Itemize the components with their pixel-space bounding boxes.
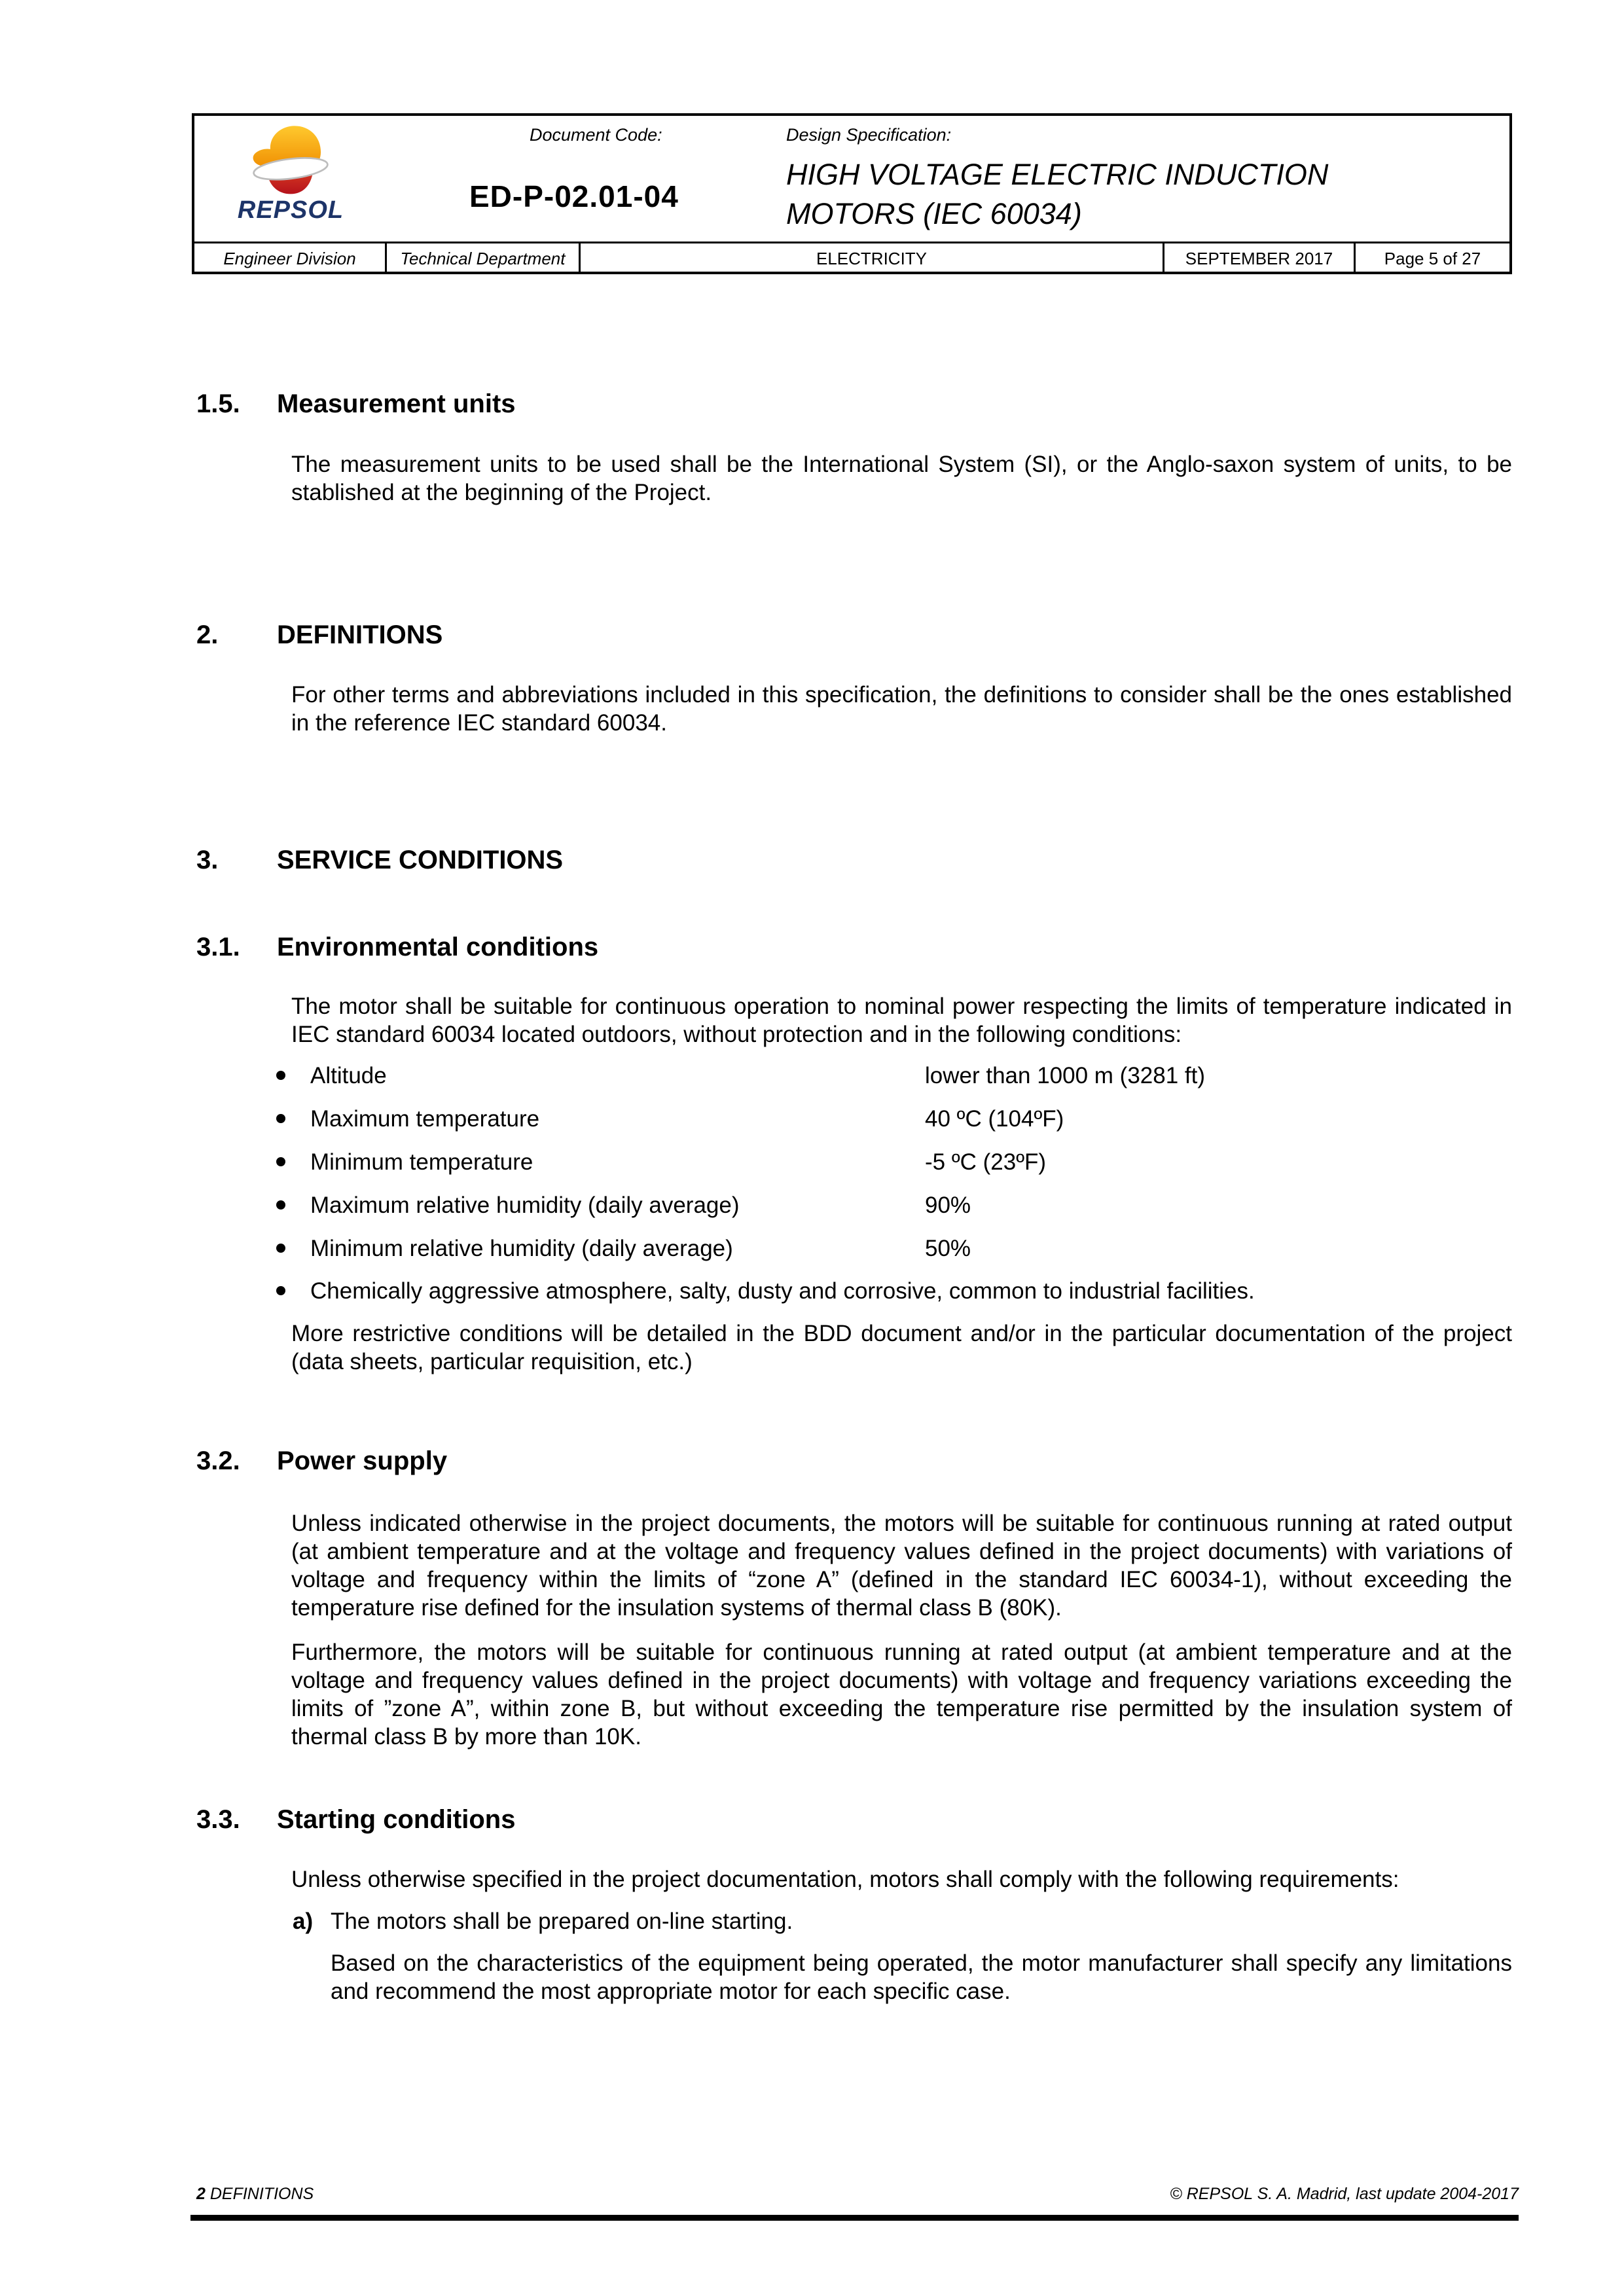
- bullet-value: 90%: [925, 1193, 971, 1218]
- document-code: ED-P-02.01-04: [469, 179, 679, 213]
- footer-section-number: 2: [196, 2185, 206, 2203]
- paragraph-power-supply-2: Furthermore, the motors will be suitable for continuous running at rated output (at ambient temperature and at the voltage and frequency values defined in the project documents) with voltage and frequency variations exceeding the limits of ”zone A”, within zone B, but without exceeding the temperature rise permitted by the insulation system of thermal class B by more than 10K.: [291, 1640, 1512, 1749]
- list-marker: a): [293, 1909, 314, 1934]
- bullet-dot-icon: [276, 1071, 285, 1080]
- bullet-dot-icon: [276, 1200, 285, 1210]
- section-title: Measurement units: [277, 389, 516, 418]
- bullet-dot-icon: [276, 1157, 285, 1166]
- bullet-dot-icon: [276, 1114, 285, 1123]
- paragraph-starting-intro: Unless otherwise specified in the project documentation, motors shall comply with the following requirements:: [291, 1867, 1399, 1892]
- section-title: DEFINITIONS: [277, 620, 443, 649]
- list-item-text: The motors shall be prepared on-line starting.: [331, 1909, 793, 1934]
- document-title-line1: HIGH VOLTAGE ELECTRIC INDUCTION: [786, 158, 1329, 191]
- bullet-dot-icon: [276, 1244, 285, 1253]
- section-title: Starting conditions: [277, 1805, 516, 1834]
- section-heading-2: [196, 620, 442, 650]
- bullet-item: [275, 1234, 1512, 1263]
- section-heading-3: [196, 846, 563, 875]
- bullet-label: Maximum relative humidity (daily average): [310, 1193, 740, 1218]
- header: [192, 113, 1512, 274]
- paragraph-more-restrictive: More restrictive conditions will be detailed in the BDD document and/or in the particular documentation of the project (data sheets, particular requisition, etc.): [291, 1321, 1512, 1374]
- section-number: 3.: [196, 846, 219, 874]
- section-title: Environmental conditions: [277, 933, 599, 961]
- bullet-item: [275, 1277, 1512, 1305]
- paragraph-definitions: For other terms and abbreviations included in this specification, the definitions to consider shall be the ones established in the reference IEC standard 60034.: [291, 682, 1512, 736]
- bullet-label: Minimum temperature: [310, 1149, 533, 1175]
- section-number: 3.2.: [196, 1446, 240, 1475]
- paragraph-measurement-units: The measurement units to be used shall be the International System (SI), or the Anglo-saxon system of units, to be stablished at the beginning of the Project.: [291, 452, 1512, 505]
- section-heading-3-2: [196, 1446, 447, 1476]
- header-meta-row: [194, 243, 1509, 274]
- bullet-item: [275, 1148, 1512, 1176]
- bullet-label: Minimum relative humidity (daily average): [310, 1236, 733, 1261]
- section-title: SERVICE CONDITIONS: [277, 846, 564, 874]
- footer-section-label: DEFINITIONS: [209, 2185, 314, 2203]
- bullet-value: -5 ºC (23ºF): [925, 1149, 1047, 1175]
- meta-cell-page: Page 5 of 27: [1384, 249, 1481, 268]
- meta-cell-date: SEPTEMBER 2017: [1164, 243, 1356, 274]
- bullet-value: 40 ºC (104ºF): [925, 1106, 1064, 1132]
- section-heading-1-5: [196, 389, 516, 419]
- paragraph-based-on: Based on the characteristics of the equipment being operated, the motor manufacturer shall specify any limitations and recommend the most appropriate motor for each specific case.: [331, 1950, 1512, 2004]
- meta-cell-department: Technical Department: [387, 243, 581, 274]
- repsol-wordmark: REPSOL: [237, 196, 344, 224]
- bullet-value: lower than 1000 m (3281 ft): [925, 1063, 1206, 1088]
- bullet-dot-icon: [276, 1286, 285, 1295]
- footer-page-ref: [196, 2185, 314, 2204]
- bullet-label: Altitude: [310, 1063, 387, 1088]
- bullet-value: 50%: [925, 1236, 971, 1261]
- document-title-line2: MOTORS (IEC 60034): [786, 197, 1082, 230]
- repsol-logo: [225, 121, 356, 239]
- footer-copyright: © REPSOL S. A. Madrid, last update 2004-2017: [1170, 2185, 1519, 2203]
- section-number: 1.5.: [196, 389, 240, 418]
- meta-cell-discipline: ELECTRICITY: [581, 243, 1164, 274]
- bullet-label: Maximum temperature: [310, 1106, 540, 1132]
- footer-rule: [190, 2215, 1519, 2221]
- bullet-item: [275, 1105, 1512, 1133]
- section-number: 3.1.: [196, 933, 240, 961]
- meta-cell-division: Engineer Division: [194, 243, 387, 274]
- section-heading-3-3: [196, 1805, 515, 1835]
- section-heading-3-1: [196, 933, 598, 962]
- document-title: [786, 155, 1493, 234]
- paragraph-power-supply-1: Unless indicated otherwise in the project documents, the motors will be suitable for continuous running at rated output (at ambient temperature and at the voltage and frequency values defined in the project documents) with variations of voltage and frequency within the limits of “zone A” (defined in the standard IEC 60034-1), without exceeding the temperature rise defined for the insulation systems of thermal class B (80K).: [291, 1511, 1512, 1621]
- bullet-label: Chemically aggressive atmosphere, salty, dusty and corrosive, common to industrial facilities.: [310, 1278, 1255, 1304]
- section-number: 2.: [196, 620, 219, 649]
- section-number: 3.3.: [196, 1805, 240, 1834]
- header-top-row: [194, 116, 1509, 243]
- list-item-a: [293, 1907, 793, 1935]
- document-code-label: Document Code:: [530, 125, 662, 145]
- bullet-item: [275, 1191, 1512, 1219]
- section-title: Power supply: [277, 1446, 448, 1475]
- design-spec-label: Design Specification:: [786, 125, 952, 145]
- paragraph-environmental-intro: The motor shall be suitable for continuous operation to nominal power respecting the limits of temperature indicated in IEC standard 60034 located outdoors, without protection and in the following conditions:: [291, 994, 1512, 1047]
- bullet-item: [275, 1062, 1512, 1090]
